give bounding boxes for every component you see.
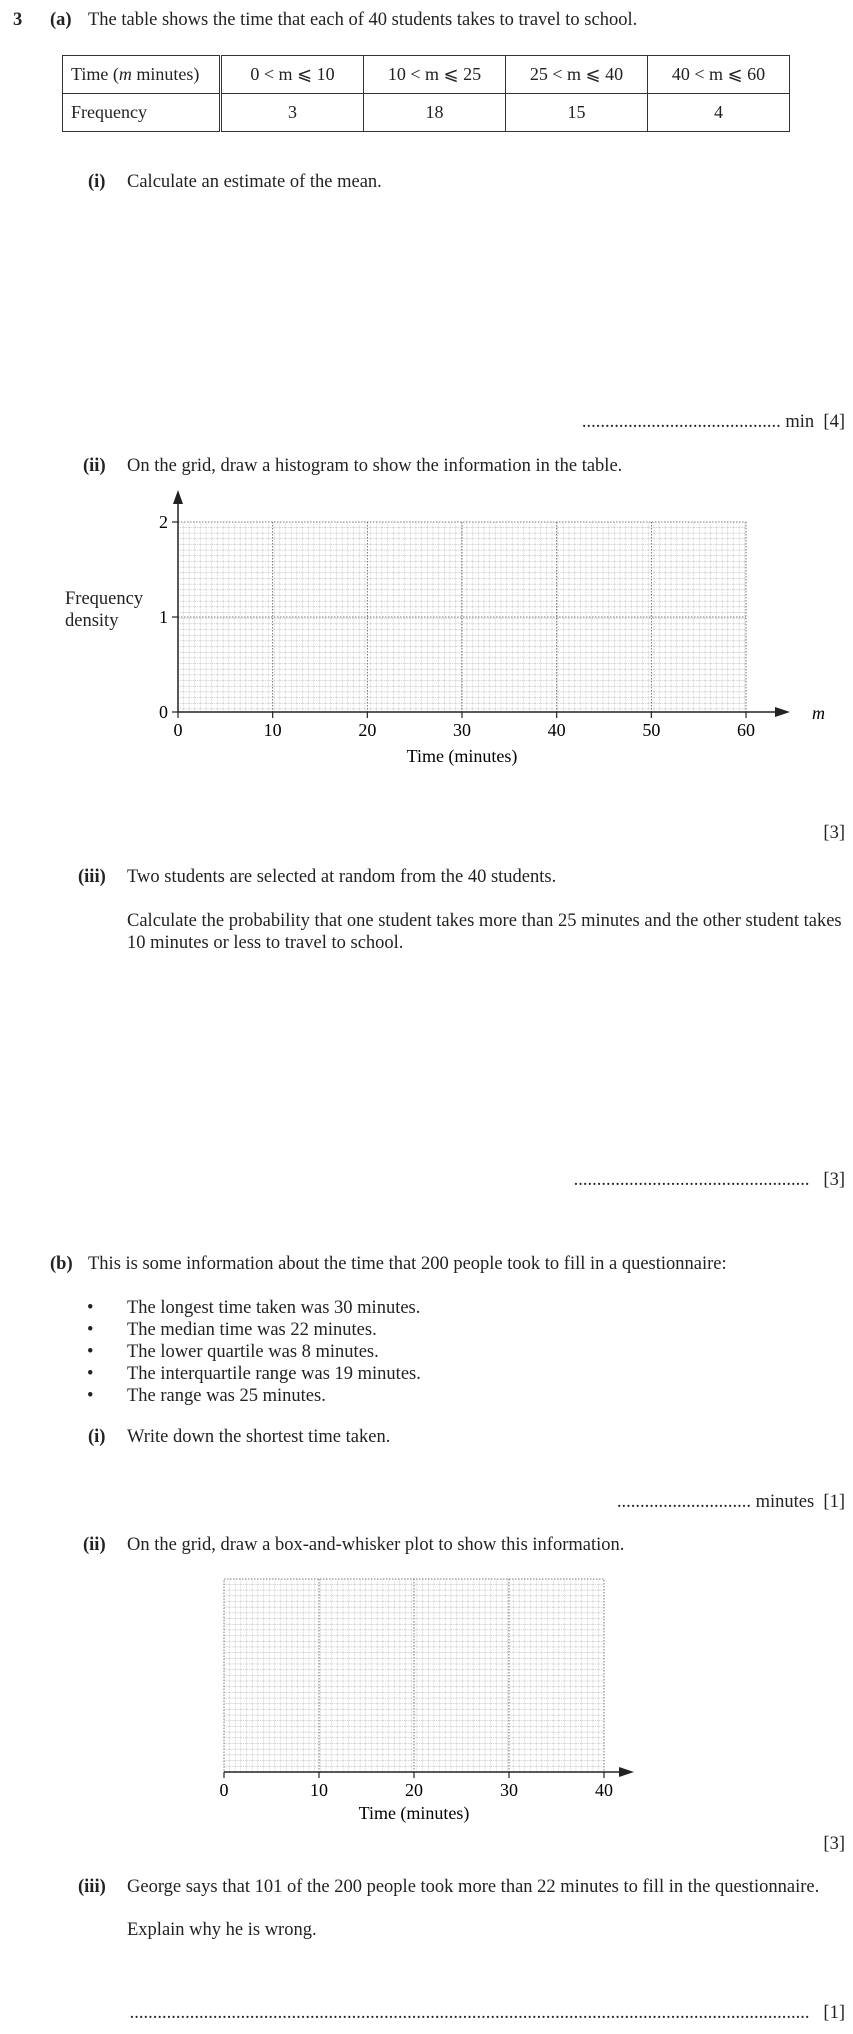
histogram-ylabel: Frequency density xyxy=(65,589,144,631)
x-tick-label: 0 xyxy=(173,720,183,740)
interval-cell: 40 < m ⩽ 60 xyxy=(648,56,790,94)
x-tick-label: 20 xyxy=(358,720,377,740)
y-tick-label: 0 xyxy=(159,702,168,722)
y-tick-label: 1 xyxy=(159,607,168,627)
x-tick-label: 40 xyxy=(595,1780,613,1800)
part-b-intro: This is some information about the time that 200 people took to fill in a questionnaire: xyxy=(88,1254,727,1274)
part-b-ii-marks: [3] xyxy=(823,1834,845,1854)
list-item: • The lower quartile was 8 minutes. xyxy=(87,1341,421,1363)
x-tick-label: 10 xyxy=(310,1780,328,1800)
part-a-ii-label: (ii) xyxy=(83,456,106,476)
x-axis-label: Time (minutes) xyxy=(358,1803,470,1823)
part-b-ii-label: (ii) xyxy=(83,1535,106,1555)
part-b-i-text: Write down the shortest time taken. xyxy=(127,1427,391,1447)
part-a-i-answer[interactable] xyxy=(582,412,845,433)
interval-cell: 0 < m ⩽ 10 xyxy=(221,56,364,94)
marks: [1] xyxy=(823,1492,845,1512)
frequency-cell: 4 xyxy=(648,94,790,132)
y-axis-arrow-icon xyxy=(173,490,183,504)
frequency-cell: 3 xyxy=(221,94,364,132)
marks: [4] xyxy=(823,412,845,432)
list-item: • The interquartile range was 19 minutes. xyxy=(87,1363,421,1385)
part-a-i-label: (i) xyxy=(88,172,106,192)
part-b-iii-text1: George says that 101 of the 200 people took more than 22 minutes to fill in the questionnaire. xyxy=(127,1877,820,1897)
interval-cell: 10 < m ⩽ 25 xyxy=(364,56,506,94)
part-b-ii-text: On the grid, draw a box-and-whisker plot to show this information. xyxy=(127,1535,625,1555)
y-tick-label: 2 xyxy=(159,512,168,532)
interval-cell: 25 < m ⩽ 40 xyxy=(506,56,648,94)
part-b-label: (b) xyxy=(50,1254,73,1274)
part-a-ii-marks: [3] xyxy=(823,823,845,843)
part-b-i-label: (i) xyxy=(88,1427,106,1447)
part-b-iii-text2: Explain why he is wrong. xyxy=(127,1920,317,1940)
answer-line[interactable]: ................................................... xyxy=(573,1170,810,1190)
table-row-frequency xyxy=(63,94,790,132)
frequency-cell: 18 xyxy=(364,94,506,132)
info-list xyxy=(87,1297,421,1407)
question-number: 3 xyxy=(13,10,23,30)
x-axis-label: Time (minutes) xyxy=(406,746,518,766)
part-b-iii-label: (iii) xyxy=(78,1877,106,1897)
frequency-cell: 15 xyxy=(506,94,648,132)
x-axis-var: m xyxy=(812,703,825,723)
x-tick-label: 40 xyxy=(547,720,566,740)
part-a-iii-text2: Calculate the probability that one student takes more than 25 minutes and the other student takes 10 minutes or less to travel to school. xyxy=(127,911,842,953)
x-tick-label: 30 xyxy=(500,1780,518,1800)
marks: [1] xyxy=(823,2003,845,2023)
answer-line[interactable]: ............................. minutes xyxy=(616,1492,815,1512)
x-axis-arrow-icon xyxy=(619,1767,634,1777)
x-tick-label: 20 xyxy=(405,1780,423,1800)
table-header-frequency: Frequency xyxy=(63,94,221,132)
answer-line[interactable]: ................................................................................................................................................... xyxy=(129,2003,810,2023)
x-tick-label: 30 xyxy=(453,720,472,740)
part-a-i-text: Calculate an estimate of the mean. xyxy=(127,172,382,192)
list-item: • The longest time taken was 30 minutes. xyxy=(87,1297,421,1319)
part-a-iii-text1: Two students are selected at random from the 40 students. xyxy=(127,867,557,887)
x-tick-label: 50 xyxy=(642,720,661,740)
x-tick-label: 10 xyxy=(263,720,282,740)
part-a-ii-text: On the grid, draw a histogram to show the information in the table. xyxy=(127,456,623,476)
list-item: • The range was 25 minutes. xyxy=(87,1385,421,1407)
histogram-grid[interactable] xyxy=(0,490,853,780)
part-a-iii-label: (iii) xyxy=(78,867,106,887)
part-a-intro: The table shows the time that each of 40 students takes to travel to school. xyxy=(88,10,638,30)
list-item: • The median time was 22 minutes. xyxy=(87,1319,421,1341)
part-a-label: (a) xyxy=(50,10,72,30)
table-row-time xyxy=(63,56,790,94)
marks: [3] xyxy=(823,1170,845,1190)
frequency-table xyxy=(62,55,790,132)
x-tick-label: 60 xyxy=(737,720,756,740)
part-a-iii-answer[interactable] xyxy=(574,1170,845,1191)
x-tick-label: 0 xyxy=(219,1780,229,1800)
answer-line[interactable]: ........................................... min xyxy=(581,412,815,432)
table-header-time: Time (m minutes) xyxy=(63,56,221,94)
x-axis-arrow-icon xyxy=(775,707,790,717)
part-b-iii-answer[interactable] xyxy=(130,2003,845,2024)
boxplot-grid[interactable] xyxy=(0,1575,853,1835)
part-b-i-answer[interactable] xyxy=(617,1492,845,1513)
